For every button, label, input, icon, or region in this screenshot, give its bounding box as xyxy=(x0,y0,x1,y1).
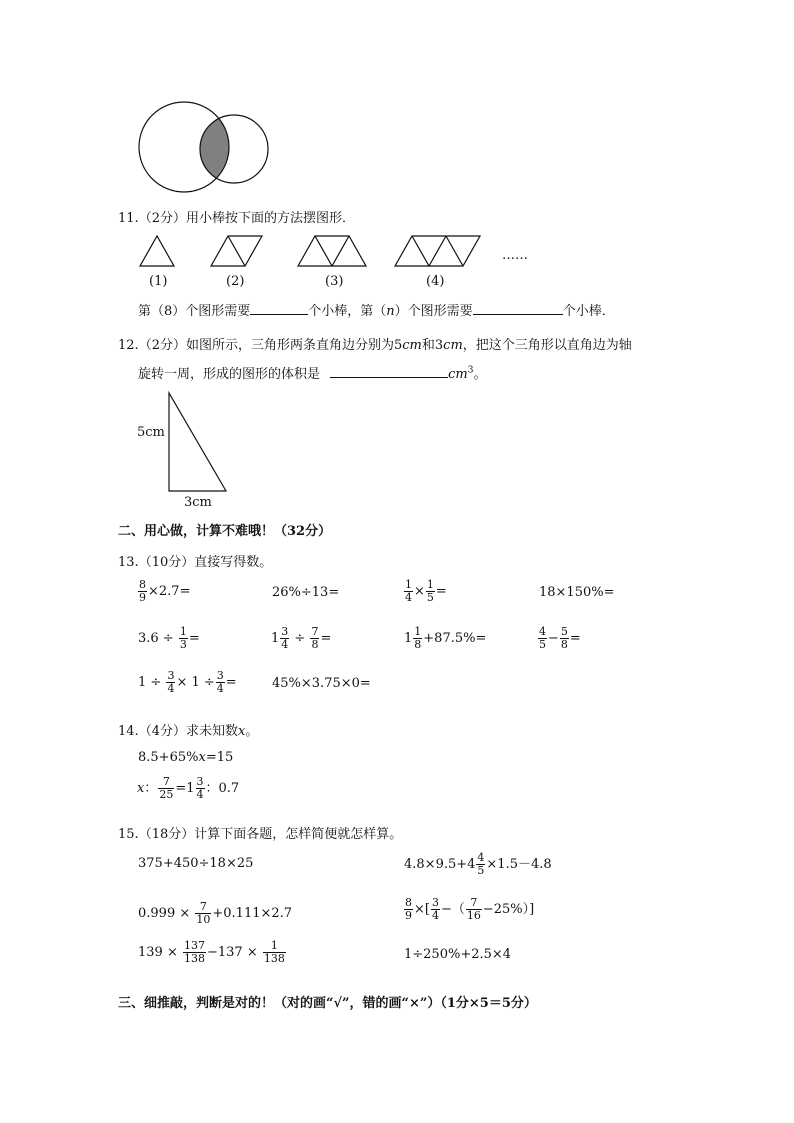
q14-equation-2: x： $\frac{7}{25}$ =1 $\frac{3}{4}$ ：0.7 xyxy=(137,775,240,801)
q12-stem-line2: 旋转一周，形成的图形的体积是 $cm^3$。 xyxy=(138,365,487,382)
answer-blank[interactable] xyxy=(473,302,563,315)
fig-label-4: (4) xyxy=(426,274,445,289)
q15-item: $\frac{8}{9}$ ×[ $\frac{3}{4}$ −（ $\frac{7}{16}$ −25%）] xyxy=(405,896,535,922)
q11-stem: 11.（2分）用小棒按下面的方法摆图形． xyxy=(118,211,355,226)
q11-ellipsis: …… xyxy=(502,248,528,263)
q12-stem: 12.（2分）如图所示，三角形两条直角边分别为5cm和3cm，把这个三角形以直角边为轴 xyxy=(118,338,632,353)
q13-item: $\frac{8}{9}$ ×2.7= xyxy=(139,578,191,604)
q13-item: 1 ÷ $\frac{3}{4}$ × 1 ÷ $\frac{3}{4}$ = xyxy=(138,669,237,695)
q11-triangle-figures xyxy=(130,232,500,268)
fig-label-1: (1) xyxy=(149,274,168,289)
q13-item: 1 $\frac{3}{4}$ ÷ $\frac{7}{8}$ = xyxy=(271,625,332,651)
fig-label-2: (2) xyxy=(226,274,245,289)
section-2-heading: 二、用心做，计算不难哦！（32分） xyxy=(118,524,332,539)
q13-item: 1 $\frac{1}{8}$ +87.5%= xyxy=(404,625,487,651)
q13-item: 3.6 ÷ $\frac{1}{3}$ = xyxy=(138,625,200,651)
venn-diagram xyxy=(130,100,275,195)
q15-item: 1÷250%+2.5×4 xyxy=(404,947,512,962)
q11-answer-line: 第（8）个图形需要 个小棒，第（n）个图形需要 个小棒． xyxy=(138,304,615,319)
fig1 xyxy=(140,236,174,266)
q15-item: 139 × $\frac{137}{138}$ −137 × $\frac{1}{138}$ xyxy=(138,939,285,965)
fig-label-3: (3) xyxy=(325,274,344,289)
triangle-height-label: 5cm xyxy=(137,425,165,440)
answer-blank[interactable] xyxy=(250,302,308,315)
q13-item: $\frac{4}{5}$ − $\frac{5}{8}$ = xyxy=(539,625,581,651)
q13-item: 45%×3.75×0= xyxy=(272,676,371,691)
q15-item: 0.999 × $\frac{7}{10}$ +0.111×2.7 xyxy=(138,900,293,926)
triangle-base-label: 3cm xyxy=(184,495,212,510)
q14-stem: 14.（4分）求未知数x。 xyxy=(118,724,259,739)
q15-stem: 15.（18分）计算下面各题，怎样简便就怎样算。 xyxy=(118,827,403,842)
section-3-heading: 三、细推敲，判断是对的！（对的画“√”，错的画“×”）（1分×5＝5分） xyxy=(118,996,537,1011)
q14-equation-1: 8.5+65%x=15 xyxy=(138,750,234,765)
answer-blank[interactable] xyxy=(330,365,448,378)
q13-item: 26%÷13= xyxy=(272,585,340,600)
right-triangle-figure xyxy=(165,390,235,495)
q13-item: 18×150%= xyxy=(539,585,615,600)
q13-stem: 13.（10分）直接写得数。 xyxy=(118,555,273,570)
q15-item: 4.8×9.5+4 $\frac{4}{5}$ ×1.5－4.8 xyxy=(404,851,552,877)
q15-item: 375+450÷18×25 xyxy=(138,856,254,871)
fig3 xyxy=(298,236,366,266)
q13-item: $\frac{1}{4}$ × $\frac{1}{5}$ = xyxy=(405,578,447,604)
